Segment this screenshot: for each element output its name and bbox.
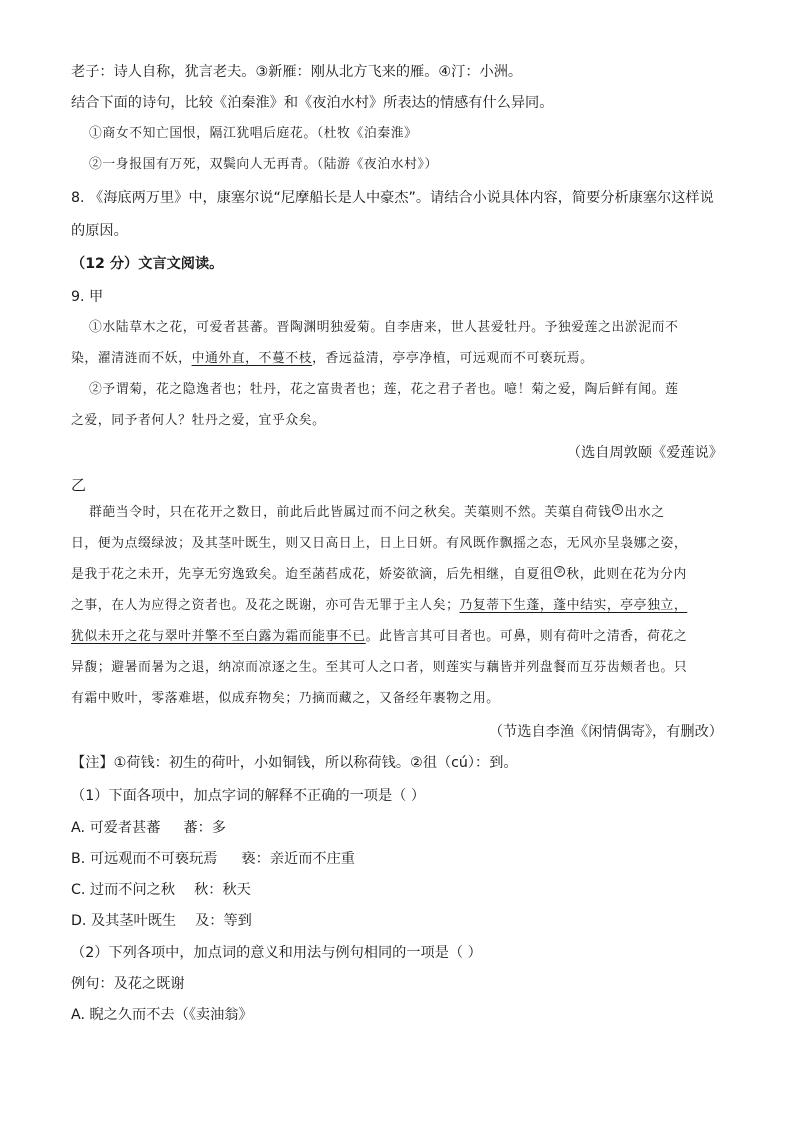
underlined-text: 犹似未开之花与翠叶并擎不至白露为霜而能事不已 <box>71 629 366 644</box>
underlined-text: 乃复蒂下生蓬，蓬中结实，亭亭独立， <box>459 598 688 613</box>
text-segment: 之事，在人为应得之资者也。及花之既谢，亦可告无罪于主人矣； <box>71 598 460 613</box>
poem-line-1: ①商女不知亡国恨，隔江犹唱后庭花。（杜牧《泊秦淮》 <box>89 126 418 141</box>
footnotes: 【注】①荷钱：初生的荷叶，小如铜钱，所以称荷钱。②徂（cú）：到。 <box>71 755 518 771</box>
option-d <box>71 911 252 931</box>
passage-jia-line-4: 之爱，同予者何人？牡丹之爱，宜乎众矣。 <box>71 413 326 428</box>
text-segment: 秋，此则在花为分内 <box>566 567 687 582</box>
text-segment: 。此皆言其可目者也。可鼻，则有荷叶之清香，荷花之 <box>365 629 688 644</box>
passage-yi-line-5 <box>71 627 687 647</box>
option-a: A. 睨之久而不去（《卖油翁》 <box>71 1007 253 1023</box>
text-segment: 是我于花之未开，先享无穷逸致矣。迨至菡萏成花，娇姿欲滴，后先相继，自夏徂 <box>71 567 554 582</box>
option-text: D. 及其茎叶既生 <box>71 913 177 929</box>
poem-line-2: ②一身报国有万死，双鬓向人无再青。（陆游《夜泊水村》） <box>89 157 438 172</box>
passage-jia-line-3: ②予谓菊，花之隐逸者也；牡丹，花之富贵者也；莲，花之君子者也。噫！菊之爱，陶后鲜有闻。莲 <box>89 382 679 397</box>
option-text: C. 过而不问之秋 <box>71 882 176 898</box>
option-text: B. 可远观而不可亵玩焉 <box>71 851 218 867</box>
passage-yi-line-7: 有霜中败叶，零落难堪，似成弃物矣；乃摘而藏之，又备经年裹物之用。 <box>71 691 500 706</box>
option-gloss: 秋：秋天 <box>194 882 251 898</box>
example-sentence: 例句：及花之既谢 <box>71 976 185 992</box>
passage-yi-line-3 <box>71 565 687 585</box>
question-9-label: 9. 甲 <box>71 289 104 305</box>
option-c <box>71 880 251 900</box>
passage-jia-line-2 <box>71 349 594 369</box>
text-segment: 出水之 <box>624 505 665 520</box>
option-b <box>71 849 355 869</box>
source-citation: （节选自李渔《闲情偶寄》，有删改） <box>488 724 723 740</box>
option-a <box>71 818 226 838</box>
passage-jia-line-1: ①水陆草木之花，可爱者甚蕃。晋陶渊明独爱菊。自李唐来，世人甚爱牡丹。予独爱莲之出淤泥而不 <box>89 320 679 335</box>
footnote-marker: ① <box>612 504 623 515</box>
passage-yi-line-2: 日，便为点缀绿波；及其茎叶既生，则又日高日上，日上日妍。有风既作飘摇之态，无风亦呈袅娜之姿， <box>71 536 688 551</box>
text-segment: ，香远益清，亭亭净植，可远观而不可亵玩焉。 <box>312 351 594 366</box>
question-8: 8. 《海底两万里》中，康塞尔说“尼摩船长是人中豪杰”。请结合小说具体内容，简要分析康塞尔这样说 <box>71 190 714 206</box>
passage-yi-line-4 <box>71 596 687 616</box>
question-prompt: 结合下面的诗句，比较《泊秦淮》和《夜泊水村》所表达的情感有什么异同。 <box>71 95 554 111</box>
sub-question-1: （1）下面各项中，加点字词的解释不正确的一项是（ ） <box>71 788 426 804</box>
sub-question-2: （2）下列各项中，加点词的意义和用法与例句相同的一项是（ ） <box>71 945 482 961</box>
section-heading: （12 分）文言文阅读。 <box>71 256 224 272</box>
option-gloss: 蕃：多 <box>183 820 226 836</box>
passage-yi-label: 乙 <box>71 476 87 494</box>
footnote-marker: ② <box>554 566 565 577</box>
source-citation: （选自周敦颐《爱莲说》 <box>566 445 723 461</box>
option-gloss: 及：等到 <box>195 913 252 929</box>
passage-yi-line-6: 异馥；避暑而暑为之退，纳凉而凉逐之生。至其可人之口者，则莲实与藕皆并列盘餐而互芬齿颊者也。只 <box>71 660 688 675</box>
text-segment: 群葩当令时，只在花开之数日，前此后此皆属过而不问之秋矣。芙蕖则不然。芙蕖自荷钱 <box>89 505 612 520</box>
question-8-cont: 的原因。 <box>71 223 128 239</box>
annotation-line: 老子：诗人自称，犹言老夫。③新雁：刚从北方飞来的雁。④汀：小洲。 <box>71 64 523 80</box>
underlined-text: 中通外直，不蔓不枝 <box>191 351 313 366</box>
text-segment: 染，濯清涟而不妖， <box>71 351 192 366</box>
option-gloss: 亵：亲近而不庄重 <box>241 851 355 867</box>
option-text: A. 可爱者甚蕃 <box>71 820 161 836</box>
passage-yi-line-1 <box>89 503 665 523</box>
